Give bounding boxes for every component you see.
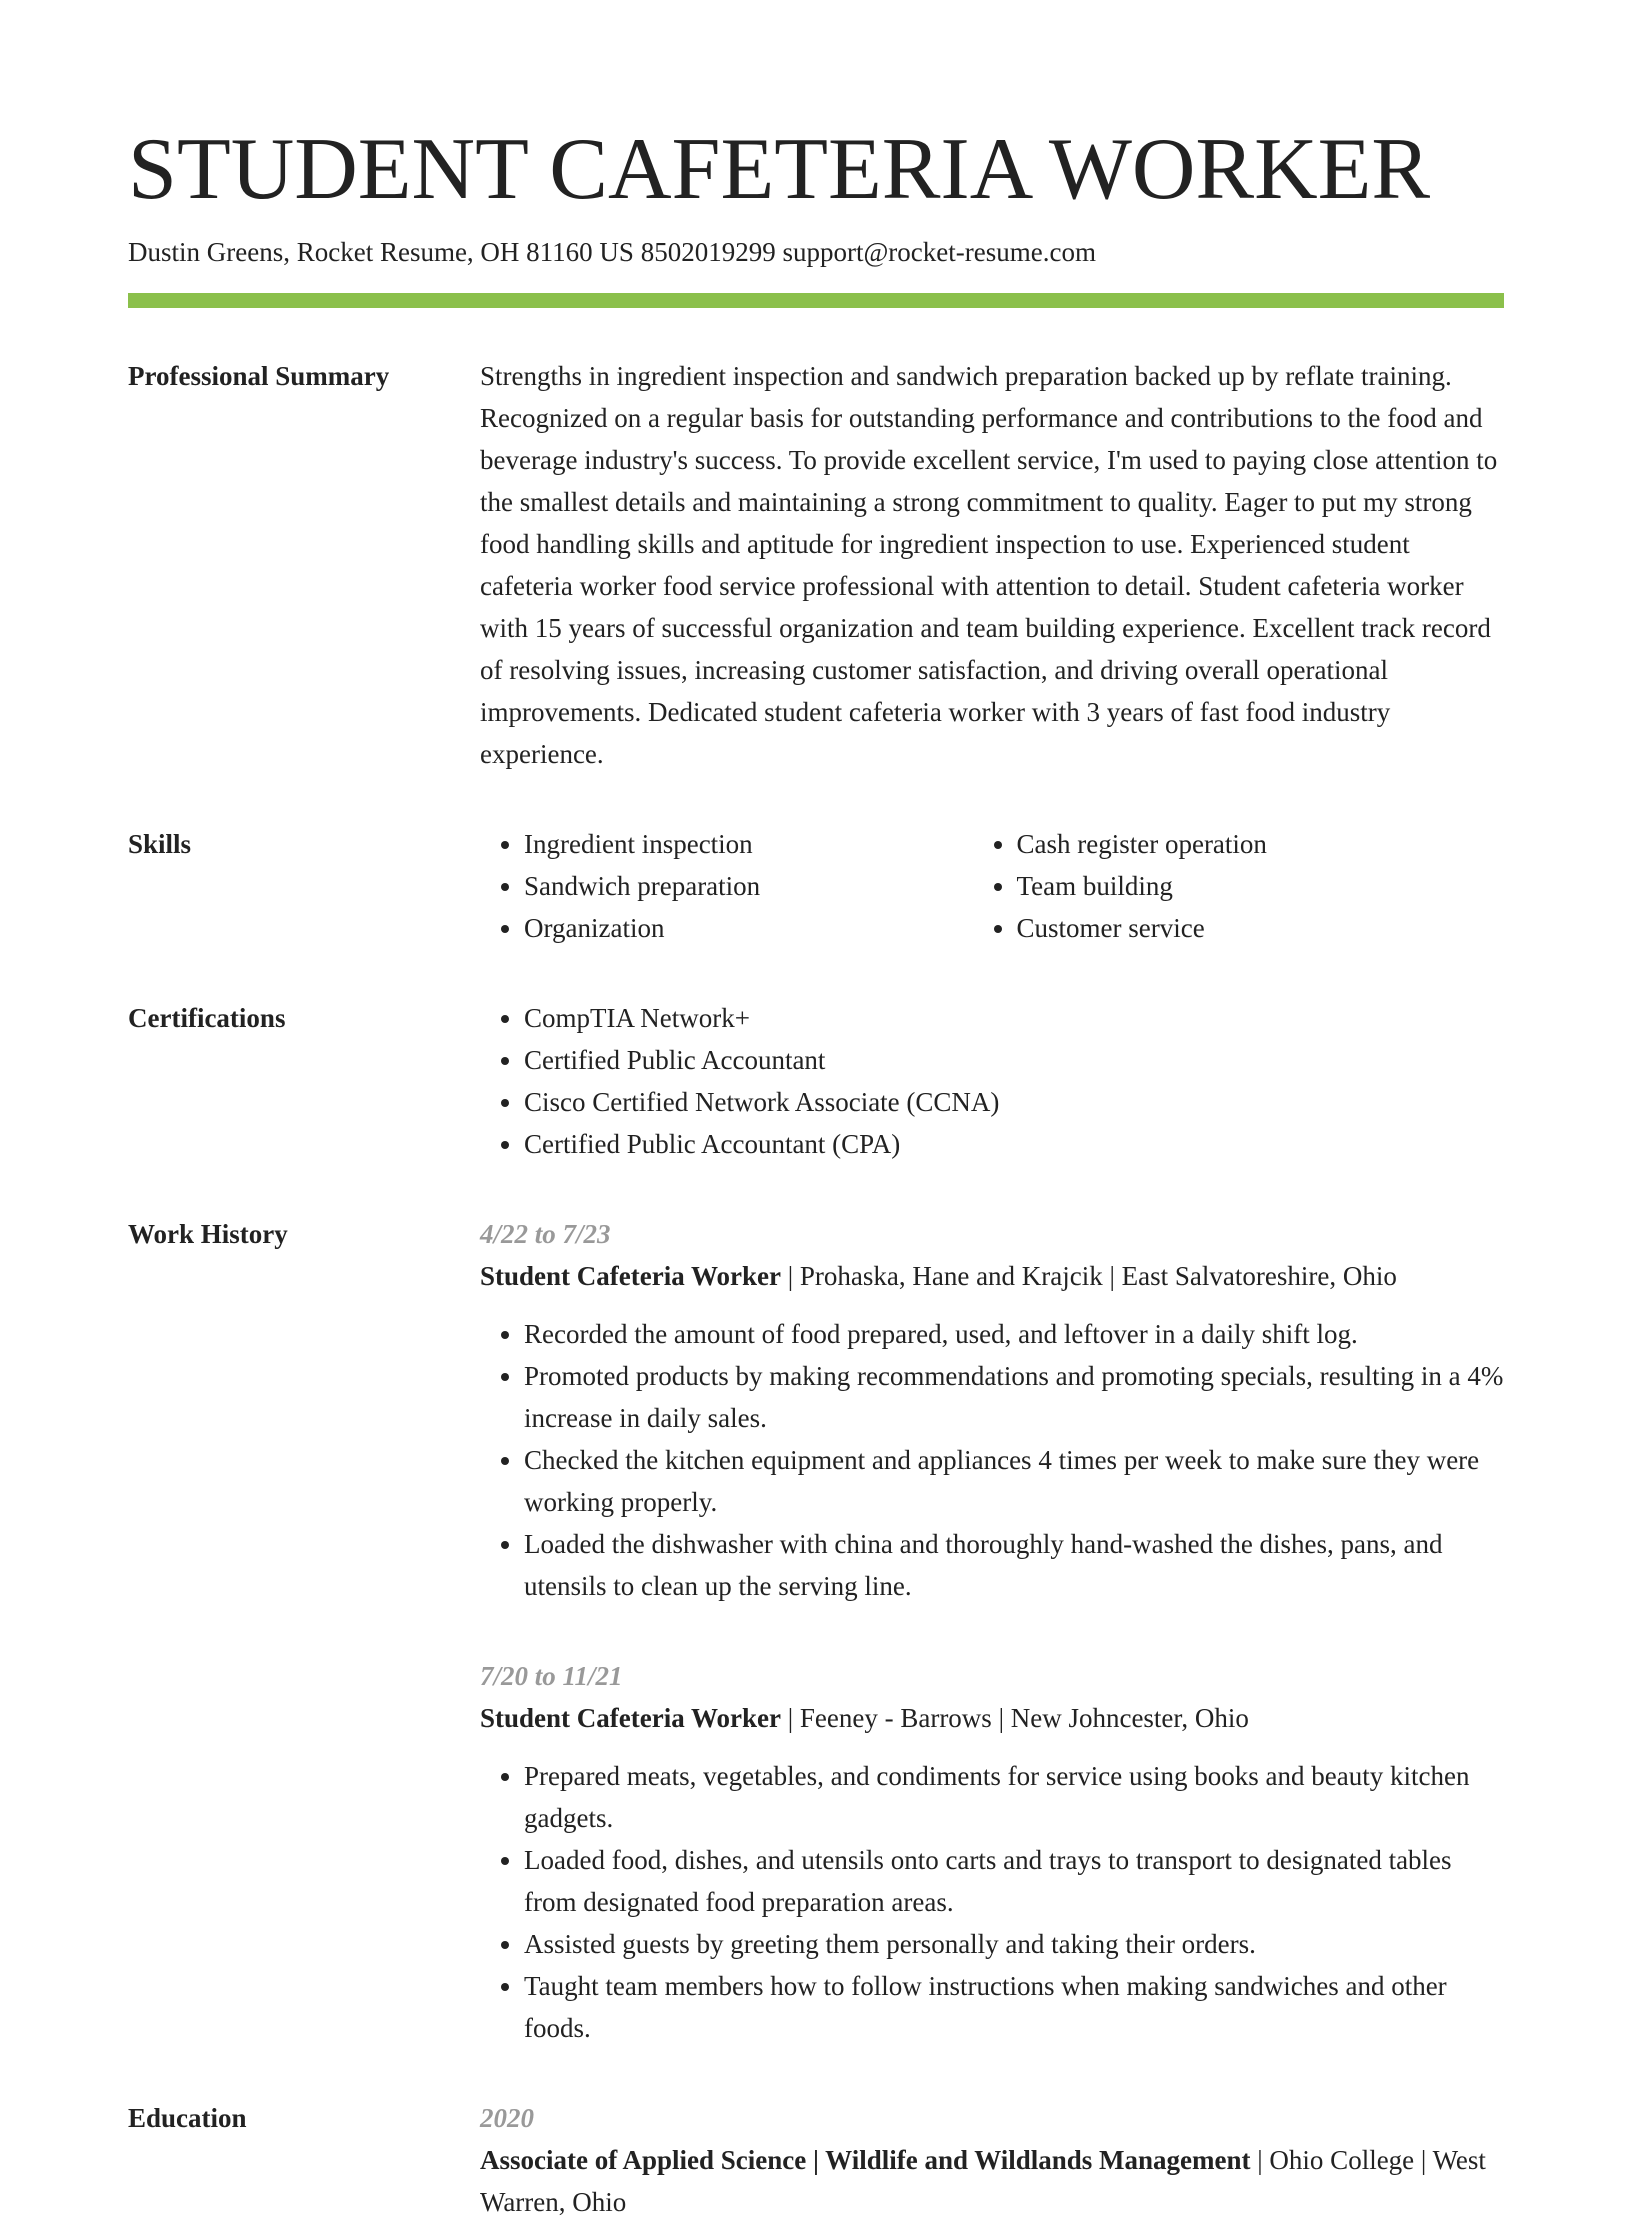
section-label-summary: Professional Summary <box>128 361 390 391</box>
work-history-body <box>480 1213 1504 2049</box>
job-employer-location: | Prohaska, Hane and Krajcik | East Salvatoreshire, Ohio <box>780 1261 1397 1291</box>
education-degree: Associate of Applied Science | Wildlife and Wildlands Management <box>480 2145 1251 2175</box>
education-school-location: | Ohio College | West Warren, Ohio <box>480 2145 1486 2217</box>
certification-item: • CompTIA Network+ <box>524 997 1504 1039</box>
job-heading <box>480 1255 1504 1297</box>
skills-column-2 <box>973 823 1505 949</box>
resume-title: STUDENT CAFETERIA WORKER <box>128 121 1431 218</box>
contact-line: Dustin Greens, Rocket Resume, OH 81160 US 8502019299 support@rocket-resume.com <box>128 237 1096 267</box>
summary-text: Strengths in ingredient inspection and sandwich preparation backed up by reflate training. Recognized on a regular basis for outstanding performance and contributions to the food and beverage industry's success. To provide excellent service, I'm used to paying close attention to the smallest details and maintaining a strong commitment to quality. Eager to put my strong food handling skills and aptitude for ingredient inspection to use. Experienced student cafeteria worker food service professional with attention to detail. Student cafeteria worker with 15 years of successful organization and team building experience. Excellent track record of resolving issues, increasing customer satisfaction, and driving overall operational improvements. Dedicated student cafeteria worker with 3 years of fast food industry experience. <box>480 361 1498 769</box>
skill-item: • Organization <box>524 907 973 949</box>
education-body <box>480 2097 1504 2223</box>
job-entry <box>480 1655 1504 2049</box>
summary-section <box>128 355 1504 775</box>
job-bullet: • Promoted products by making recommendations and promoting specials, resulting in a 4% increase in daily sales. <box>524 1355 1504 1439</box>
job-bullets <box>480 1313 1504 1607</box>
job-dates: 4/22 to 7/23 <box>480 1219 611 1249</box>
job-bullet: • Taught team members how to follow instructions when making sandwiches and other foods. <box>524 1965 1504 2049</box>
work-history-section <box>128 1213 1504 2049</box>
certifications-list <box>480 997 1504 1165</box>
skill-item: • Cash register operation <box>1017 823 1505 865</box>
skill-item: • Team building <box>1017 865 1505 907</box>
education-year: 2020 <box>480 2103 534 2133</box>
certification-item: • Certified Public Accountant <box>524 1039 1504 1081</box>
skill-item: • Customer service <box>1017 907 1505 949</box>
skills-section <box>128 823 1504 949</box>
job-heading <box>480 1697 1504 1739</box>
education-section <box>128 2097 1504 2223</box>
job-title: Student Cafeteria Worker <box>480 1261 781 1291</box>
section-label-certifications: Certifications <box>128 1003 286 1033</box>
job-bullet: • Loaded food, dishes, and utensils onto carts and trays to transport to designated tables from designated food preparation areas. <box>524 1839 1504 1923</box>
certifications-body <box>480 997 1504 1165</box>
resume-page <box>128 118 1504 2223</box>
education-heading <box>480 2139 1504 2223</box>
job-bullet: • Assisted guests by greeting them personally and taking their orders. <box>524 1923 1504 1965</box>
summary-body <box>480 355 1504 775</box>
section-label-education: Education <box>128 2103 247 2133</box>
job-bullet: • Loaded the dishwasher with china and thoroughly hand-washed the dishes, pans, and utensils to clean up the serving line. <box>524 1523 1504 1607</box>
job-title: Student Cafeteria Worker <box>480 1703 781 1733</box>
certification-item: • Certified Public Accountant (CPA) <box>524 1123 1504 1165</box>
section-label-skills: Skills <box>128 829 192 859</box>
job-entry <box>480 1213 1504 1607</box>
job-bullet: • Checked the kitchen equipment and appliances 4 times per week to make sure they were working properly. <box>524 1439 1504 1523</box>
certifications-section <box>128 997 1504 1165</box>
skill-item: • Ingredient inspection <box>524 823 973 865</box>
skill-item: • Sandwich preparation <box>524 865 973 907</box>
certification-item: • Cisco Certified Network Associate (CCNA) <box>524 1081 1504 1123</box>
section-label-work-history: Work History <box>128 1219 288 1249</box>
job-bullet: • Recorded the amount of food prepared, used, and leftover in a daily shift log. <box>524 1313 1504 1355</box>
job-dates: 7/20 to 11/21 <box>480 1661 623 1691</box>
job-bullet: • Prepared meats, vegetables, and condiments for service using books and beauty kitchen gadgets. <box>524 1755 1504 1839</box>
skills-column-1 <box>480 823 973 949</box>
skills-grid <box>480 823 1504 949</box>
accent-divider <box>128 293 1504 308</box>
job-employer-location: | Feeney - Barrows | New Johncester, Ohio <box>780 1703 1249 1733</box>
job-bullets <box>480 1755 1504 2049</box>
